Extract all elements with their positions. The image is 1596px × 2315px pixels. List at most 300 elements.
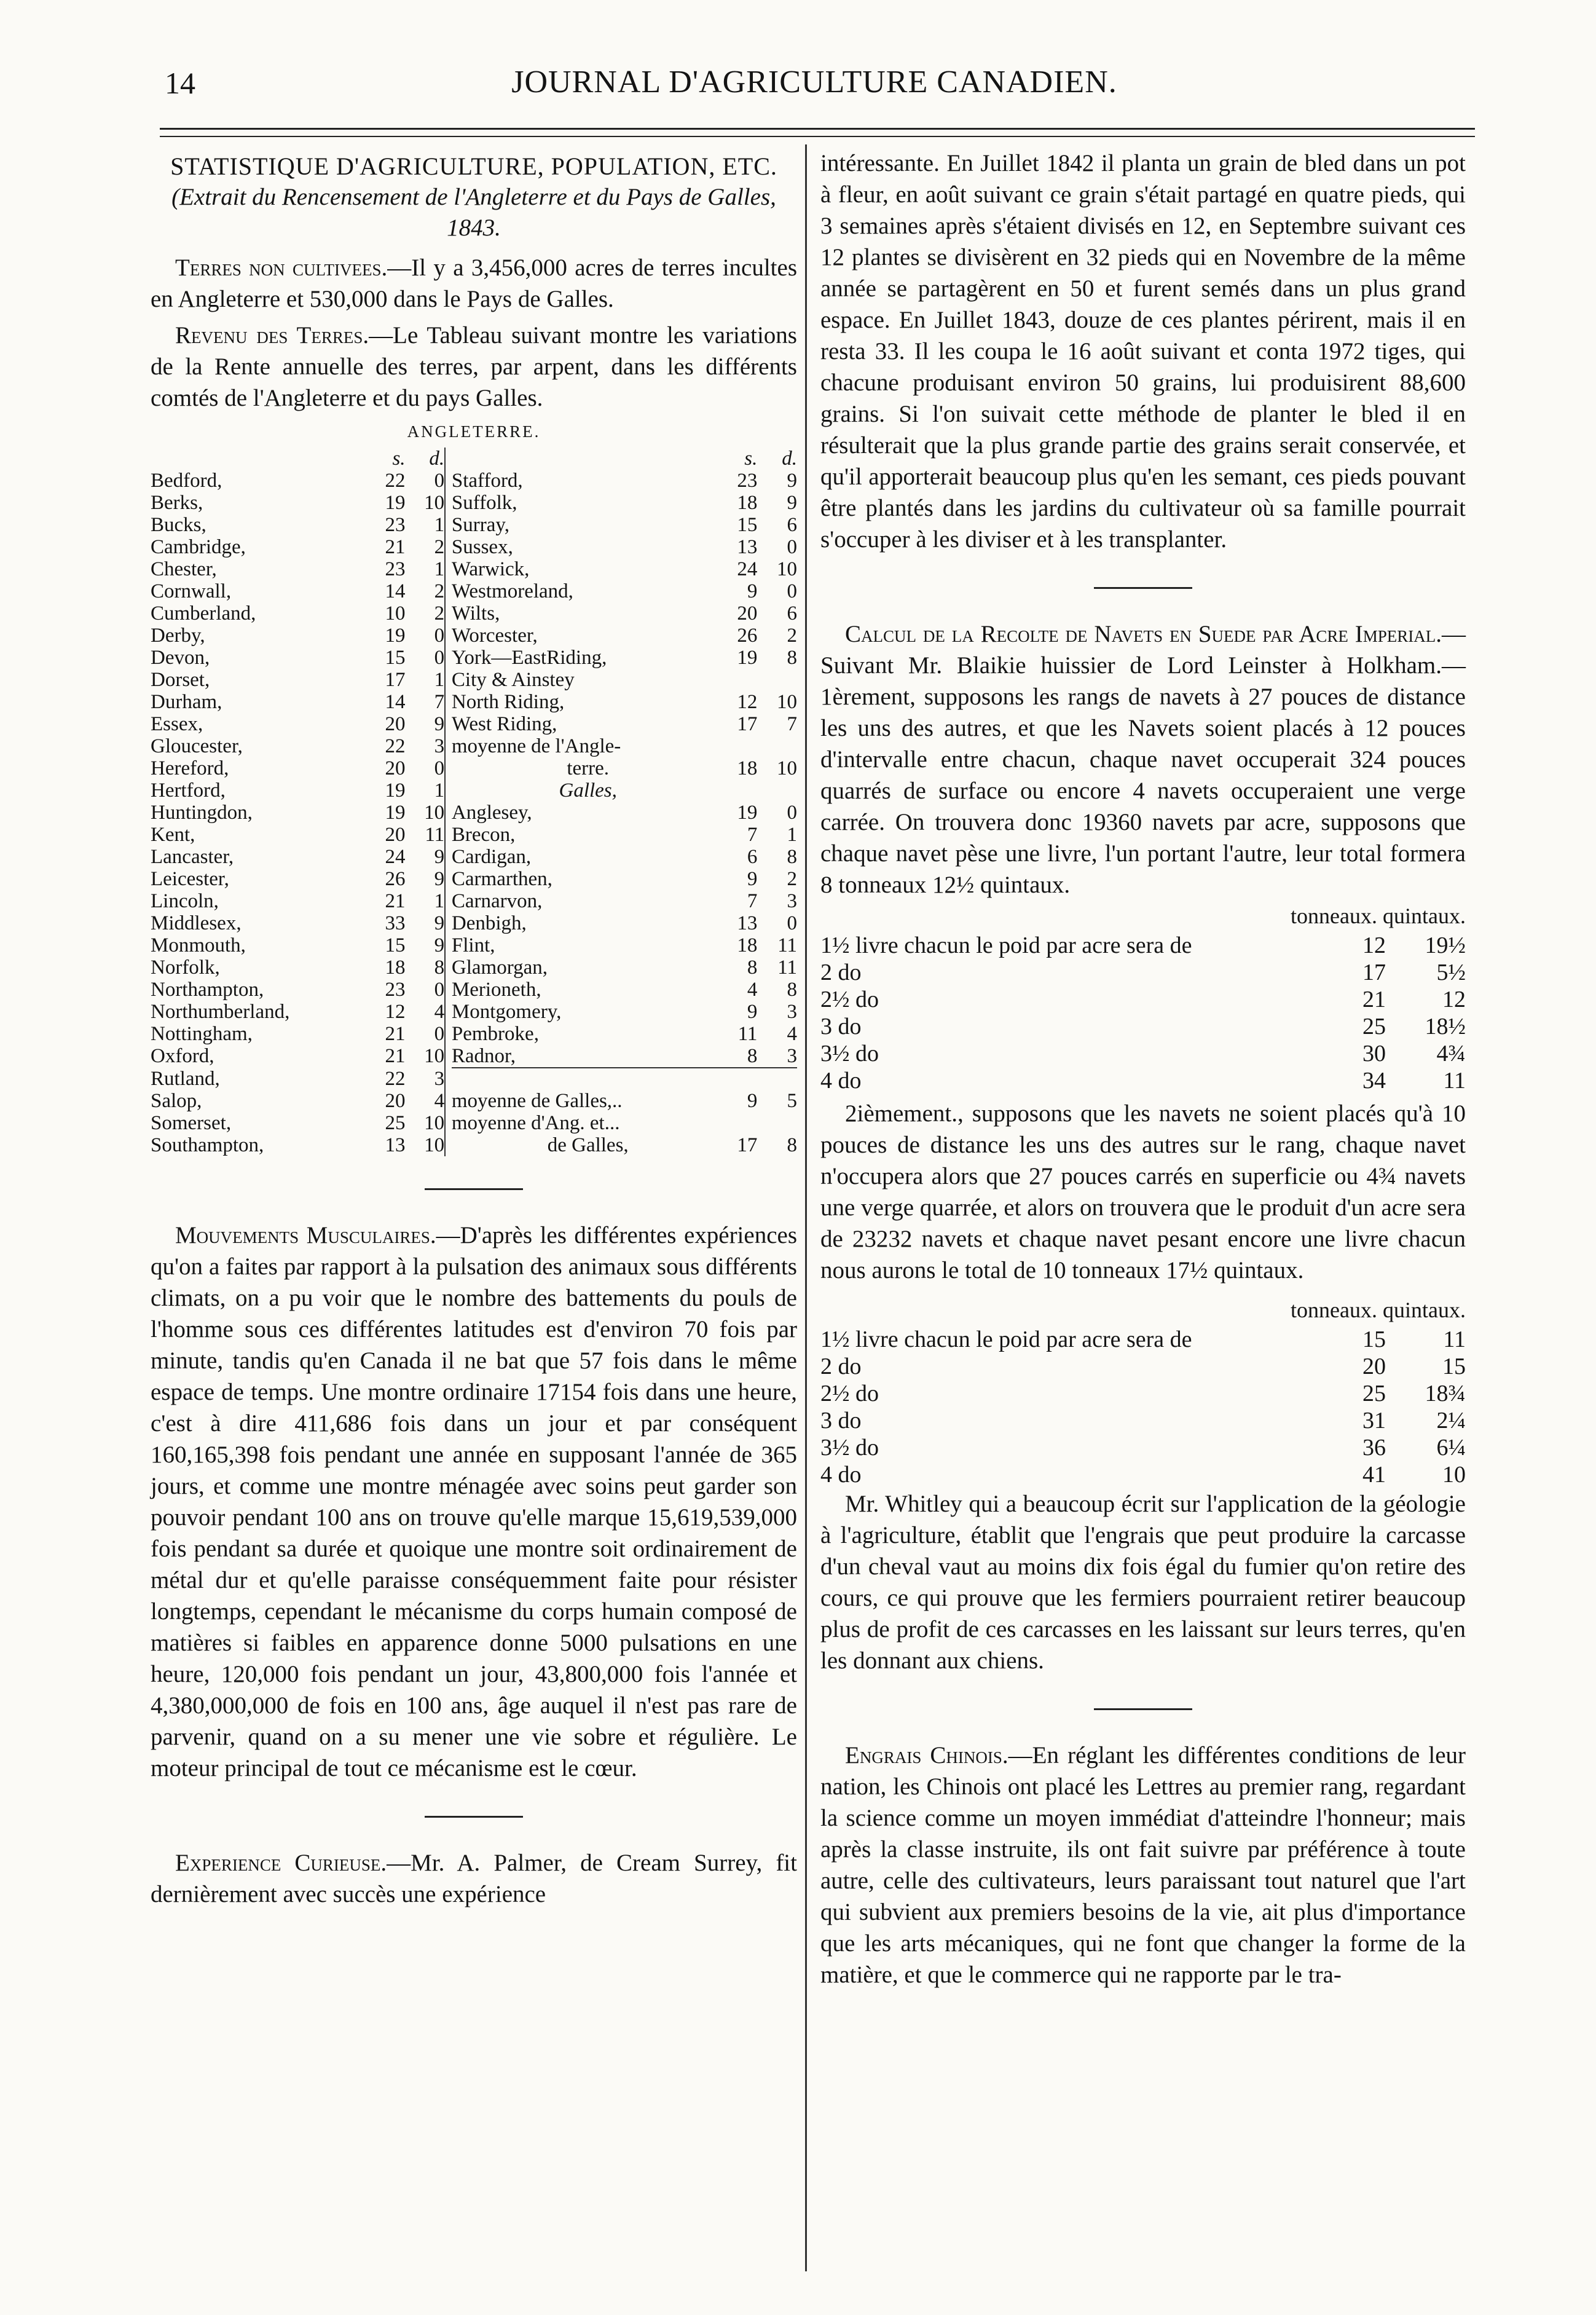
column-gap bbox=[445, 602, 452, 625]
shillings-value: 12 bbox=[385, 1001, 406, 1023]
weight-label: 2½ do bbox=[820, 987, 879, 1012]
shillings-value: 19 bbox=[385, 492, 406, 514]
pence-value: 5 bbox=[787, 1090, 797, 1112]
column-gap bbox=[445, 979, 452, 1001]
shillings-value: 7 bbox=[747, 824, 758, 846]
pence-value: 2 bbox=[787, 625, 797, 647]
table-row bbox=[820, 1067, 1466, 1094]
section-separator bbox=[425, 1816, 523, 1818]
paragraph-engrais bbox=[820, 1740, 1466, 1990]
county-name: Brecon, bbox=[451, 824, 516, 846]
shillings-value: 15 bbox=[737, 514, 758, 536]
quintaux-value: 18½ bbox=[1425, 1014, 1466, 1039]
terres-text: —Il y a 3,456,000 acres de terres incultes en Angleterre et 530,000 dans le Pays de Galles. bbox=[151, 254, 797, 312]
column-gap bbox=[445, 912, 452, 934]
county-name: Stafford, bbox=[451, 470, 523, 492]
pence-value: 3 bbox=[787, 1001, 797, 1023]
county-name: Merioneth, bbox=[451, 979, 541, 1001]
pence-value bbox=[757, 735, 797, 757]
table-row bbox=[151, 536, 797, 558]
county-name: Suffolk, bbox=[451, 492, 517, 514]
pence-value: 0 bbox=[434, 1023, 445, 1045]
county-name: Pembroke, bbox=[451, 1023, 539, 1045]
pence-value: 7 bbox=[787, 713, 797, 735]
quintaux-value: 18¾ bbox=[1425, 1381, 1466, 1406]
terres-heading: Terres non cultivees. bbox=[175, 254, 388, 281]
county-name: Berks, bbox=[151, 492, 203, 514]
shillings-value: 33 bbox=[385, 912, 406, 934]
pence-value: 8 bbox=[787, 1134, 797, 1156]
paragraph-revenu bbox=[151, 320, 797, 414]
shillings-value: 21 bbox=[385, 1045, 406, 1067]
weight-label: 4 do bbox=[820, 1068, 862, 1094]
county-name: Cornwall, bbox=[151, 580, 232, 602]
shillings-value: 9 bbox=[747, 580, 758, 602]
shillings-value: 20 bbox=[385, 713, 406, 735]
county-name: Lancaster, bbox=[151, 846, 234, 868]
shillings-value: 18 bbox=[385, 956, 406, 979]
column-gap bbox=[445, 1112, 452, 1134]
pence-value: 3 bbox=[434, 1068, 445, 1090]
table-row bbox=[151, 802, 797, 824]
column-gap bbox=[445, 846, 452, 868]
page-header bbox=[154, 60, 1475, 109]
column-gap bbox=[445, 669, 452, 691]
shillings-value: 26 bbox=[385, 868, 406, 890]
shillings-value bbox=[725, 735, 758, 757]
pence-value: 1 bbox=[434, 779, 445, 802]
table-row bbox=[151, 580, 797, 602]
table-row bbox=[151, 558, 797, 580]
pence-value: 9 bbox=[434, 846, 445, 868]
table-row bbox=[820, 959, 1466, 986]
yield-table-2 bbox=[820, 1326, 1466, 1488]
county-name: terre. bbox=[567, 757, 610, 779]
pence-value: 2 bbox=[434, 602, 445, 625]
county-name: Gloucester, bbox=[151, 735, 243, 757]
county-name: Southampton, bbox=[151, 1134, 264, 1156]
county-name: Worcester, bbox=[451, 625, 538, 647]
quintaux-value: 12 bbox=[1442, 987, 1466, 1012]
pence-value: 8 bbox=[787, 846, 797, 868]
experience-text: —Mr. A. Palmer, de Cream Surrey, fit dernièrement avec succès une expérience bbox=[151, 1850, 797, 1907]
quintaux-value: 6¼ bbox=[1436, 1435, 1466, 1461]
paragraph-continuation: intéressante. En Juillet 1842 il planta un grain de bled dans un pot à fleur, en août suivant ce grain s'était partagé en quatre pieds, qui 3 semaines après s'étaient divisés en 12, en Septembre suivant ces 12 plantes se divisèrent en 32 pieds qui en Novembre de la même année se partagèrent en 50 et furent semés dans un plus grand espace. En Juillet 1843, douze de ces plantes périrent, mais il en resta 33. Il les coupa le 16 août suivant et conta 1972 tiges, qui chacune produisant environ 50 grains, lui produisirent 88,600 grains. Si l'on suivait cette méthode de planter le bled il en résulterait que la plus grande partie des grains serait conservée, et qu'il apporterait beaucoup plus qu'en les semant, ces pieds pouvant être plantés dans les jardins du cultivateur où sa famille pourrait s'occuper à les diviser et à les transplanter. bbox=[820, 150, 1466, 553]
pence-value: 11 bbox=[777, 956, 797, 979]
county-name: Leicester, bbox=[151, 868, 229, 890]
table-row bbox=[820, 1326, 1466, 1353]
unit-pence: d. bbox=[429, 448, 445, 470]
county-name: City & Ainstey bbox=[451, 669, 575, 691]
shillings-value: 21 bbox=[385, 536, 406, 558]
page-number: 14 bbox=[165, 66, 195, 100]
quintaux-value: 10 bbox=[1442, 1462, 1466, 1488]
county-name: moyenne d'Ang. et... bbox=[451, 1112, 620, 1134]
county-name: de Galles, bbox=[547, 1134, 629, 1156]
table-row bbox=[820, 1434, 1466, 1461]
quintaux-value: 5½ bbox=[1436, 960, 1466, 985]
column-gap bbox=[445, 956, 452, 979]
right-column bbox=[820, 148, 1466, 1990]
shillings-value: 22 bbox=[385, 735, 406, 757]
engrais-heading: Engrais Chinois. bbox=[845, 1742, 1008, 1769]
tonneaux-value: 25 bbox=[1362, 1014, 1386, 1039]
county-name: Bucks, bbox=[151, 514, 206, 536]
quintaux-value: 11 bbox=[1443, 1327, 1466, 1352]
shillings-value: 15 bbox=[385, 647, 406, 669]
table-row bbox=[820, 1040, 1466, 1067]
unit-pence: d. bbox=[782, 448, 797, 470]
shillings-value: 23 bbox=[737, 470, 758, 492]
rent-table bbox=[151, 448, 797, 1156]
pence-value: 10 bbox=[424, 1134, 445, 1156]
shillings-value: 9 bbox=[747, 868, 758, 890]
shillings-value: 9 bbox=[747, 1001, 758, 1023]
column-gap bbox=[445, 802, 452, 824]
pence-value: 7 bbox=[434, 691, 445, 713]
table-row bbox=[151, 956, 797, 979]
shillings-value: 19 bbox=[385, 625, 406, 647]
table-row bbox=[151, 824, 797, 846]
table-row bbox=[151, 846, 797, 868]
county-name: Anglesey, bbox=[451, 802, 532, 824]
county-name: Northumberland, bbox=[151, 1001, 290, 1023]
county-name: Somerset, bbox=[151, 1112, 232, 1134]
shillings-value: 6 bbox=[747, 846, 758, 868]
pence-value: 4 bbox=[434, 1090, 445, 1112]
shillings-value: 11 bbox=[737, 1023, 758, 1045]
yield-table-1 bbox=[820, 932, 1466, 1094]
table-row bbox=[820, 1353, 1466, 1380]
calcul-text: —Suivant Mr. Blaikie huissier de Lord Leinster à Holkham.—1èrement, supposons les rangs de navets à 27 pouces de distance les uns des autres, et que les Navets soient placés à 12 pouces d'intervalle entre chacun, chaque navet occuperait 324 pouces quarrés de surface ou encore 4 navets occuperaient une verge carrée. On trouvera donc 19360 navets par acre, supposons que chaque navet pèse une livre, l'un portant l'autre, leur total formera 8 tonneaux 12½ quintaux. bbox=[820, 621, 1466, 898]
pence-value: 8 bbox=[787, 979, 797, 1001]
column-gap bbox=[445, 1023, 452, 1045]
tonneaux-value: 30 bbox=[1362, 1041, 1386, 1067]
weight-label: 2 do bbox=[820, 960, 862, 985]
column-gap bbox=[445, 934, 452, 956]
county-name: Nottingham, bbox=[151, 1023, 253, 1045]
pence-value: 0 bbox=[787, 580, 797, 602]
county-name: Chester, bbox=[151, 558, 217, 580]
column-gap bbox=[445, 492, 452, 514]
pence-value: 9 bbox=[434, 868, 445, 890]
shillings-value: 23 bbox=[385, 514, 406, 536]
pence-value: 9 bbox=[434, 713, 445, 735]
county-name: York—EastRiding, bbox=[451, 647, 607, 669]
tonneaux-value: 41 bbox=[1362, 1462, 1386, 1488]
county-name: Rutland, bbox=[151, 1068, 220, 1090]
pence-value: 9 bbox=[787, 492, 797, 514]
pence-value: 3 bbox=[787, 1045, 797, 1067]
pence-value bbox=[757, 779, 797, 802]
weight-label: 2 do bbox=[820, 1354, 862, 1379]
paragraph-experience bbox=[151, 1847, 797, 1910]
pence-value: 10 bbox=[424, 492, 445, 514]
shillings-value: 7 bbox=[747, 890, 758, 912]
weight-label: 4 do bbox=[820, 1462, 862, 1488]
shillings-value: 26 bbox=[737, 625, 758, 647]
table-row bbox=[151, 669, 797, 691]
revenu-heading: Revenu des Terres. bbox=[175, 322, 369, 349]
county-name: Middlesex, bbox=[151, 912, 242, 934]
county-name: Glamorgan, bbox=[451, 956, 548, 979]
pence-value: 0 bbox=[434, 979, 445, 1001]
county-name: Cumberland, bbox=[151, 602, 256, 625]
tonneaux-value: 17 bbox=[1362, 960, 1386, 985]
county-name: Westmoreland, bbox=[451, 580, 573, 602]
weight-label: 1½ livre chacun le poid par acre sera de bbox=[820, 933, 1192, 958]
shillings-value bbox=[725, 669, 758, 691]
section-separator bbox=[1094, 1708, 1192, 1710]
mouvements-text: —D'après les différentes expériences qu'on a faites par rapport à la pulsation des animaux sous différents climats, on a pu voir que le nombre des battements du pouls de l'homme sous ces différentes latitudes est d'environ 70 fois par minute, tandis qu'en Canada il ne bat que 57 fois dans le même espace de temps. Une montre ordinaire 17154 fois dans une heure, c'est à dire 411,686 fois dans un jour et par conséquent 160,165,398 fois pendant une année en supposant l'année de 365 jours, et comme une montre ménagée avec soins peut garder son pouvoir pendant 100 ans on trouve qu'elle marque 15,619,539,000 fois pendant sa durée et quoique une montre soit ordinairement de métal dur et qu'elle paraisse conséquemment faite pour résister longtemps, cependant le mécanisme du corps humain composé de matières si faibles en apparence donne 5000 pulsations en une heure, 120,000 fois pendant un jour, 43,800,000 fois l'année et 4,380,000,000 de fois en 100 ans, âge auquel il n'est pas rare de parvenir, quand on a su mener une vie sobre et régulière. Le moteur principal de tout ce mécanisme est le cœur. bbox=[151, 1222, 797, 1781]
shillings-value: 24 bbox=[385, 846, 406, 868]
shillings-value: 20 bbox=[385, 1090, 406, 1112]
shillings-value: 14 bbox=[385, 580, 406, 602]
tonneaux-value: 12 bbox=[1362, 933, 1386, 958]
column-gap bbox=[445, 757, 452, 779]
shillings-value: 20 bbox=[385, 757, 406, 779]
county-name: Durham, bbox=[151, 691, 222, 713]
column-gap bbox=[445, 536, 452, 558]
table-row bbox=[151, 757, 797, 779]
pence-value: 10 bbox=[777, 691, 797, 713]
county-name: Northampton, bbox=[151, 979, 264, 1001]
tonneaux-value: 15 bbox=[1362, 1327, 1386, 1352]
county-name bbox=[452, 1068, 725, 1090]
pence-value: 9 bbox=[787, 470, 797, 492]
quintaux-value: 4¾ bbox=[1436, 1041, 1466, 1067]
pence-value: 2 bbox=[434, 536, 445, 558]
table-row bbox=[151, 691, 797, 713]
pence-value: 9 bbox=[434, 912, 445, 934]
column-gap bbox=[445, 1068, 452, 1090]
table-row bbox=[151, 1045, 797, 1068]
shillings-value bbox=[725, 1112, 758, 1134]
table-row bbox=[151, 912, 797, 934]
calcul-heading: Calcul de la Recolte de Navets en Suede par Acre Imperial. bbox=[845, 621, 1442, 647]
tonneaux-value: 34 bbox=[1362, 1068, 1386, 1094]
table-row bbox=[151, 514, 797, 536]
county-name: Devon, bbox=[151, 647, 210, 669]
shillings-value: 23 bbox=[385, 979, 406, 1001]
shillings-value: 15 bbox=[385, 934, 406, 956]
pence-value: 2 bbox=[434, 580, 445, 602]
pence-value: 1 bbox=[434, 669, 445, 691]
county-name: Carmarthen, bbox=[451, 868, 552, 890]
column-gap bbox=[445, 691, 452, 713]
pence-value: 0 bbox=[787, 802, 797, 824]
column-gap bbox=[445, 558, 452, 580]
county-name: Cardigan, bbox=[451, 846, 532, 868]
county-name: Derby, bbox=[151, 625, 205, 647]
header-rule bbox=[160, 128, 1475, 137]
pence-value: 0 bbox=[434, 625, 445, 647]
pence-value: 0 bbox=[434, 757, 445, 779]
pence-value: 0 bbox=[434, 647, 445, 669]
table-row bbox=[151, 979, 797, 1001]
unit-shillings: s. bbox=[392, 448, 406, 470]
column-gap bbox=[445, 514, 452, 536]
mouvements-heading: Mouvements Musculaires. bbox=[175, 1222, 436, 1248]
shillings-value: 21 bbox=[385, 1023, 406, 1045]
quintaux-value: 11 bbox=[1443, 1068, 1466, 1094]
revenu-text: —Le Tableau suivant montre les variations de la Rente annuelle des terres, par arpent, dans les différents comtés de l'Angleterre et du pays Galles. bbox=[151, 322, 797, 411]
shillings-value: 17 bbox=[385, 669, 406, 691]
pence-value: 2 bbox=[787, 868, 797, 890]
shillings-value: 8 bbox=[747, 1045, 758, 1067]
pence-value: 9 bbox=[434, 934, 445, 956]
table-row bbox=[151, 779, 797, 802]
shillings-value: 13 bbox=[385, 1134, 406, 1156]
quintaux-value: 15 bbox=[1442, 1354, 1466, 1379]
table-row bbox=[820, 932, 1466, 959]
column-gap bbox=[445, 1134, 452, 1156]
county-name: moyenne de Galles,.. bbox=[451, 1090, 623, 1112]
weight-label: 2½ do bbox=[820, 1381, 879, 1406]
pence-value bbox=[757, 1112, 797, 1134]
left-column bbox=[151, 148, 797, 1910]
pence-value: 0 bbox=[787, 912, 797, 934]
shillings-value: 19 bbox=[737, 802, 758, 824]
county-name: Hereford, bbox=[151, 757, 229, 779]
county-name: Carnarvon, bbox=[451, 890, 543, 912]
column-gap bbox=[445, 890, 452, 912]
county-name: West Riding, bbox=[451, 713, 557, 735]
table-row bbox=[151, 1001, 797, 1023]
pence-value: 11 bbox=[777, 934, 797, 956]
tonneaux-value: 25 bbox=[1362, 1381, 1386, 1406]
pence-value: 6 bbox=[787, 514, 797, 536]
shillings-value: 24 bbox=[737, 558, 758, 580]
weight-label: 3½ do bbox=[820, 1041, 879, 1067]
pence-value: 10 bbox=[777, 757, 797, 779]
shillings-value: 19 bbox=[737, 647, 758, 669]
shillings-value bbox=[725, 779, 758, 802]
section-separator bbox=[425, 1188, 523, 1190]
shillings-value: 12 bbox=[737, 691, 758, 713]
county-name: Huntingdon, bbox=[151, 802, 253, 824]
pence-value: 10 bbox=[424, 1112, 445, 1134]
weight-label: 3 do bbox=[820, 1408, 862, 1434]
pence-value bbox=[757, 669, 797, 691]
table-row bbox=[151, 470, 797, 492]
table-row bbox=[151, 868, 797, 890]
shillings-value: 14 bbox=[385, 691, 406, 713]
county-name: Essex, bbox=[151, 713, 203, 735]
yield-table-1-head: tonneaux. quintaux. bbox=[1291, 904, 1466, 928]
shillings-value: 4 bbox=[747, 979, 758, 1001]
paragraph-second: 2ièmement., supposons que les navets ne soient placés qu'à 10 pouces de distance les uns des autres sur le rang, chaque navet n'occupera alors que 27 pouces carrés en superficie ou 4¾ navets une verge quarrée, et alors on trouvera que le produit d'un acre sera de 23232 navets et chaque navet pesant encore une livre chacun nous aurons le total de 10 tonneaux 17½ quintaux. bbox=[820, 1100, 1466, 1284]
table-caption: ANGLETERRE. bbox=[407, 422, 541, 441]
table-row bbox=[151, 890, 797, 912]
column-gap bbox=[445, 470, 452, 492]
table-row bbox=[820, 1461, 1466, 1488]
shillings-value: 21 bbox=[385, 890, 406, 912]
county-name: Norfolk, bbox=[151, 956, 220, 979]
table-row bbox=[151, 934, 797, 956]
column-gap bbox=[445, 1045, 452, 1068]
engrais-text: —En réglant les différentes conditions de leur nation, les Chinois ont placé les Lettres au premier rang, regardant la science comme un moyen immédiat d'atteindre l'honneur; mais après la classe instruite, ils ont fait suivre par préférence à toute autre, celle des cultivateurs, leurs paraissant tout naturel que l'art qui subvient aux premiers besoins de la vie, ait plus d'importance que les arts mécaniques, qui ne font que changer la forme de la matière, et que le commerce qui ne rapporte par le tra- bbox=[820, 1742, 1466, 1988]
county-name: Radnor, bbox=[451, 1045, 516, 1067]
county-name: Oxford, bbox=[151, 1045, 214, 1067]
paragraph-calcul bbox=[820, 618, 1466, 901]
article-subtitle: (Extrait du Rencensement de l'Angleterre et du Pays de Galles, 1843. bbox=[171, 184, 776, 241]
table-row bbox=[151, 492, 797, 514]
weight-label: 3 do bbox=[820, 1014, 862, 1039]
shillings-value bbox=[725, 1068, 758, 1090]
unit-shillings: s. bbox=[744, 448, 758, 470]
county-name: Hertford, bbox=[151, 779, 226, 802]
shillings-value: 17 bbox=[737, 713, 758, 735]
county-name: Flint, bbox=[451, 934, 495, 956]
table-row bbox=[820, 1407, 1466, 1434]
table-row bbox=[151, 1068, 797, 1090]
county-name: Sussex, bbox=[451, 536, 513, 558]
pence-value: 1 bbox=[434, 514, 445, 536]
table-row bbox=[151, 1134, 797, 1156]
weight-label: 3½ do bbox=[820, 1435, 879, 1461]
county-name: North Riding, bbox=[451, 691, 565, 713]
county-name: Bedford, bbox=[151, 470, 222, 492]
quintaux-value: 2¼ bbox=[1436, 1408, 1466, 1434]
article-title: STATISTIQUE D'AGRICULTURE, POPULATION, ETC. bbox=[170, 152, 777, 180]
column-gap bbox=[445, 824, 452, 846]
shillings-value: 13 bbox=[737, 912, 758, 934]
shillings-value: 25 bbox=[385, 1112, 406, 1134]
shillings-value: 18 bbox=[737, 492, 758, 514]
shillings-value: 22 bbox=[385, 1068, 406, 1090]
table-row bbox=[820, 986, 1466, 1013]
pence-value: 11 bbox=[425, 824, 445, 846]
pence-value: 10 bbox=[424, 1045, 445, 1067]
county-name: Warwick, bbox=[451, 558, 530, 580]
county-name: moyenne de l'Angle- bbox=[451, 735, 621, 757]
shillings-value: 17 bbox=[737, 1134, 758, 1156]
county-name: Montgomery, bbox=[451, 1001, 562, 1023]
pence-value: 8 bbox=[434, 956, 445, 979]
paragraph-mouvements bbox=[151, 1220, 797, 1784]
shillings-value: 20 bbox=[385, 824, 406, 846]
pence-value: 0 bbox=[787, 536, 797, 558]
table-row bbox=[820, 1380, 1466, 1407]
column-gap bbox=[445, 1001, 452, 1023]
shillings-value: 19 bbox=[385, 802, 406, 824]
pence-value: 1 bbox=[434, 558, 445, 580]
column-gap bbox=[445, 868, 452, 890]
table-row bbox=[151, 1112, 797, 1134]
table-row bbox=[151, 647, 797, 669]
table-row bbox=[151, 713, 797, 735]
county-name: Lincoln, bbox=[151, 890, 219, 912]
table-row bbox=[151, 625, 797, 647]
experience-heading: Experience Curieuse. bbox=[175, 1850, 387, 1876]
pence-value: 0 bbox=[434, 470, 445, 492]
table-row bbox=[151, 1023, 797, 1045]
pence-value: 3 bbox=[434, 735, 445, 757]
shillings-value: 19 bbox=[385, 779, 406, 802]
tonneaux-value: 20 bbox=[1362, 1354, 1386, 1379]
weight-label: 1½ livre chacun le poid par acre sera de bbox=[820, 1327, 1192, 1352]
column-gap bbox=[445, 625, 452, 647]
county-name: Cambridge, bbox=[151, 536, 246, 558]
shillings-value: 18 bbox=[737, 934, 758, 956]
county-name: Denbigh, bbox=[451, 912, 527, 934]
shillings-value: 8 bbox=[747, 956, 758, 979]
pence-value: 10 bbox=[777, 558, 797, 580]
section-separator bbox=[1094, 587, 1192, 589]
tonneaux-value: 36 bbox=[1362, 1435, 1386, 1461]
county-name: Monmouth, bbox=[151, 934, 246, 956]
